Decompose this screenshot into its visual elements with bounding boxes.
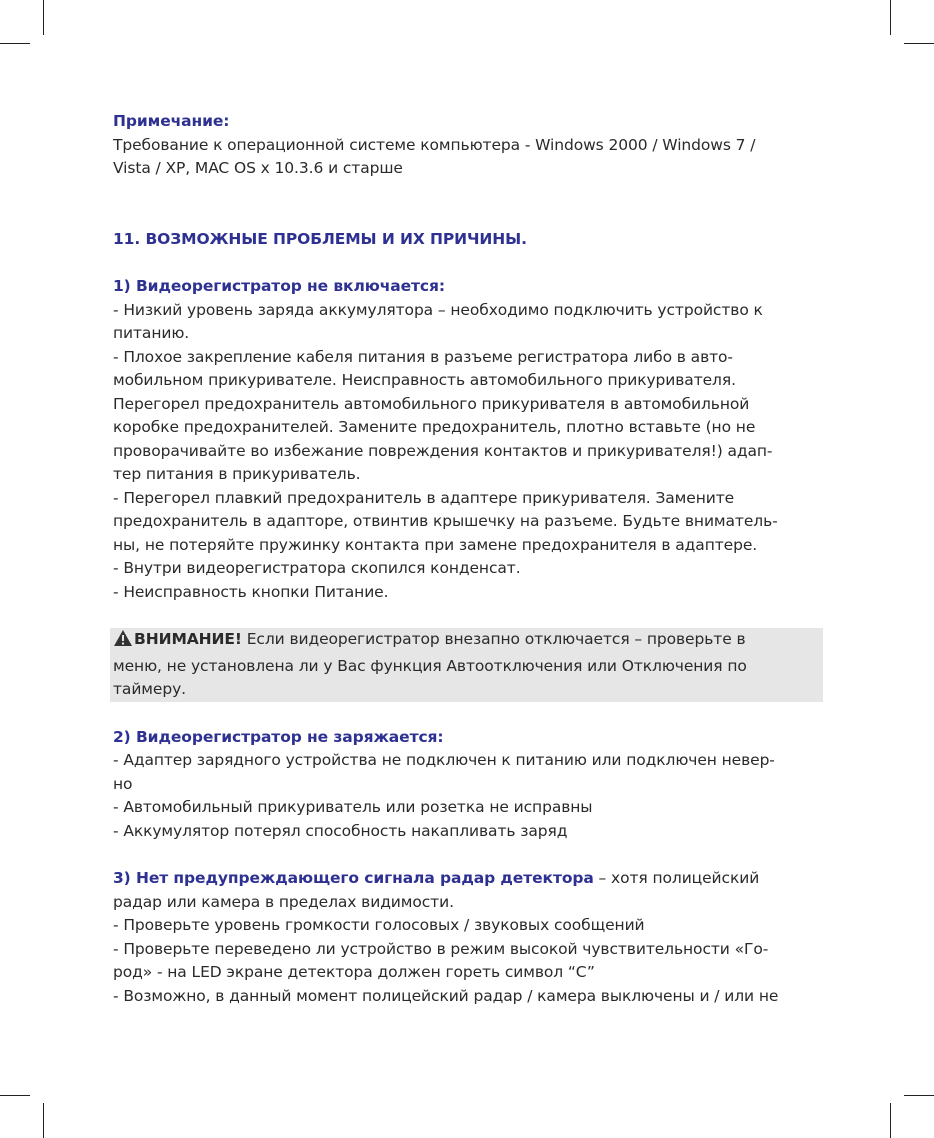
manual-page <box>113 110 823 1008</box>
problem-3-line: - Возможно, в данный момент полицейский радар / камера выключены и / или не <box>113 986 779 1005</box>
problem-1-line: ны, не потеряйте пружинку контакта при замене предохранителя в адаптере. <box>113 535 758 554</box>
problem-2-line: но <box>113 774 133 793</box>
problem-3-line: род» - на LED экране детектора должен гореть символ “C” <box>113 963 595 981</box>
crop-mark-bottom-right-horizontal <box>904 1095 934 1096</box>
problem-3-title-suffix: – хотя полицейский <box>593 869 760 887</box>
problem-1-line: - Неисправность кнопки Питание. <box>113 582 389 601</box>
problem-1-line: тер питания в прикуриватель. <box>113 465 361 483</box>
problem-1-line: - Плохое закрепление кабеля питания в разъеме регистратора либо в авто- <box>113 347 733 366</box>
problem-1-line: - Перегорел плавкий предохранитель в адаптере прикуривателя. Замените <box>113 488 735 507</box>
section-title: 11. ВОЗМОЖНЫЕ ПРОБЛЕМЫ И ИХ ПРИЧИНЫ. <box>113 229 527 248</box>
warning-label: ВНИМАНИЕ! <box>134 630 242 648</box>
crop-mark-bottom-left-horizontal <box>0 1095 30 1096</box>
problem-3-line: - Проверьте переведено ли устройство в режим высокой чувствительности «Го- <box>113 939 769 958</box>
problem-2-line: - Автомобильный прикуриватель или розетка не исправны <box>113 798 593 816</box>
problem-2-title: 2) Видеорегистратор не заряжается: <box>113 727 444 746</box>
problem-2-line: - Адаптер зарядного устройства не подключен к питанию или подключен невер- <box>113 751 775 769</box>
warning-text: Если видеорегистратор внезапно отключается – проверьте в <box>241 630 746 648</box>
note-title: Примечание: <box>113 112 230 130</box>
problem-2-line: - Аккумулятор потерял способность накапливать заряд <box>113 821 568 840</box>
warning-line: меню, не установлена ли у Вас функция Автоотключения или Отключения по <box>113 656 747 675</box>
crop-mark-bottom-left-vertical <box>43 1103 44 1138</box>
problem-1-line: Перегорел предохранитель автомобильного прикуривателя в автомобильной <box>113 394 750 413</box>
problem-3-block <box>113 867 823 1008</box>
warning-triangle-icon <box>113 629 133 655</box>
note-line: Vista / XP, MAC OS x 10.3.6 и старше <box>113 159 403 177</box>
warning-line: таймеру. <box>113 680 186 698</box>
problem-3-line: - Проверьте уровень громкости голосовых / звуковых сообщений <box>113 916 645 934</box>
problem-3-title: 3) Нет предупреждающего сигнала радар детектора <box>113 869 594 887</box>
problem-1-line: питанию. <box>113 324 190 342</box>
problem-2-block <box>113 726 823 844</box>
crop-mark-top-left-horizontal <box>0 43 30 44</box>
problem-1-line: предохранитель в адапторе, отвинтив крышечку на разъеме. Будьте вниматель- <box>113 512 778 530</box>
warning-first-line <box>113 628 820 655</box>
note-line: Требование к операционной системе компьютера - Windows 2000 / Windows 7 / <box>113 135 756 154</box>
problem-3-title-line <box>113 867 823 891</box>
crop-mark-top-left-vertical <box>43 0 44 35</box>
crop-mark-top-right-vertical <box>890 0 891 35</box>
problem-1-line: - Низкий уровень заряда аккумулятора – необходимо подключить устройство к <box>113 300 763 319</box>
problem-1-line: коробке предохранителей. Замените предохранитель, плотно вставьте (но не <box>113 418 756 436</box>
warning-box <box>110 628 823 702</box>
problem-1-block <box>113 275 823 604</box>
note-block <box>113 110 823 181</box>
crop-mark-bottom-right-vertical <box>890 1103 891 1138</box>
problem-3-line: радар или камера в пределах видимости. <box>113 892 454 911</box>
crop-mark-top-right-horizontal <box>904 43 934 44</box>
problem-1-line: мобильном прикуривателе. Неисправность автомобильного прикуривателя. <box>113 371 736 389</box>
problem-1-line: - Внутри видеорегистратора скопился конденсат. <box>113 559 521 577</box>
problem-1-line: проворачивайте во избежание повреждения контактов и прикуривателя!) адап- <box>113 441 773 460</box>
problem-1-title: 1) Видеорегистратор не включается: <box>113 277 445 295</box>
